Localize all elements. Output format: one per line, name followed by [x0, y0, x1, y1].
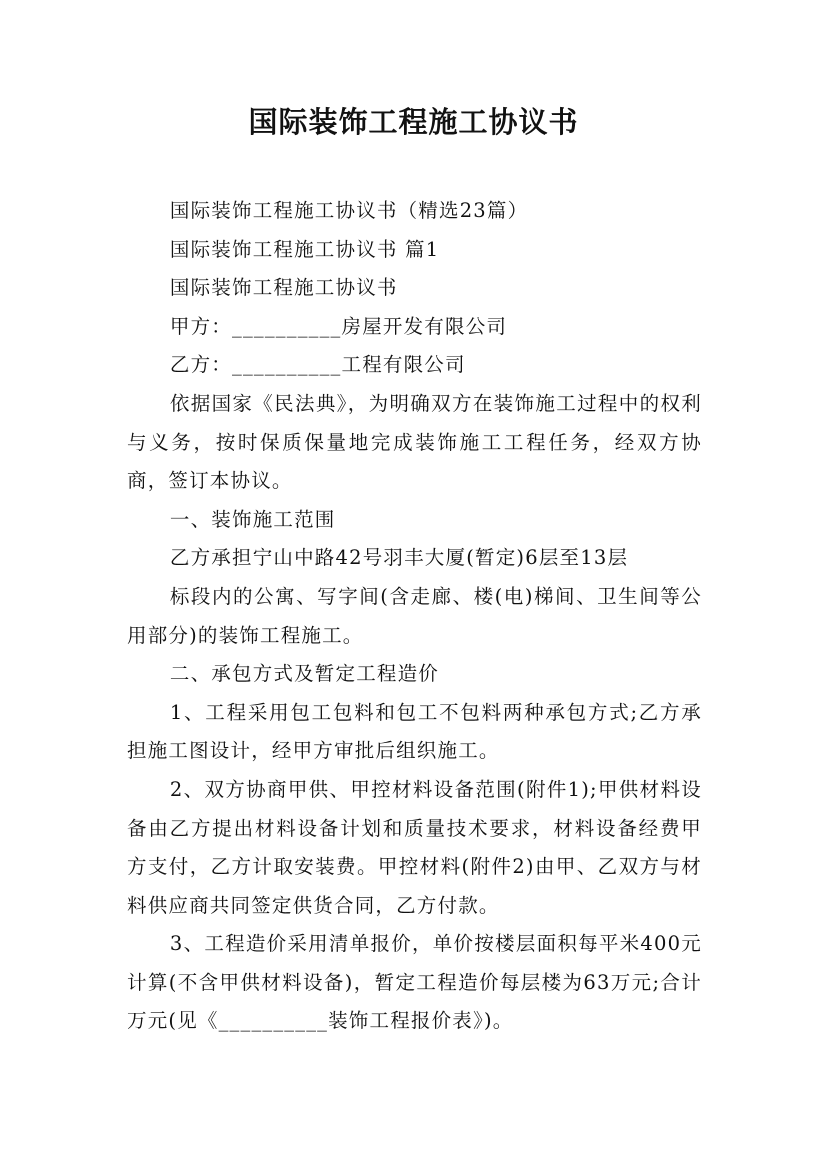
document-body	[127, 192, 702, 1041]
subtitle-line: 国际装饰工程施工协议书（精选23篇）	[169, 199, 529, 222]
doc-name-line: 国际装饰工程施工协议书	[169, 276, 398, 300]
section1-line2: 标段内的公寓、写字间(含走廊、楼(电)梯间、卫生间等公用部分)的装饰工程施工。	[127, 584, 702, 647]
item3-paragraph: 3、工程造价采用清单报价，单价按楼层面积每平米400元计算(不含甲供材料设备)，暂定工程造价每层楼为63万元;合计万元(见《__________装饰工程报价表》)。	[127, 932, 702, 1033]
section1-line1: 乙方承担宁山中路42号羽丰大厦(暂定)6层至13层	[169, 546, 629, 570]
chapter-line: 国际装饰工程施工协议书 篇1	[169, 237, 440, 261]
section2-heading: 二、承包方式及暂定工程造价	[169, 662, 439, 686]
document-title: 国际装饰工程施工协议书	[248, 105, 579, 139]
party-b-line: 乙方：__________工程有限公司	[169, 353, 466, 377]
party-a-line: 甲方：__________房屋开发有限公司	[169, 314, 508, 338]
section1-heading: 一、装饰施工范围	[169, 507, 336, 531]
item1-paragraph: 1、工程采用包工包料和包工不包料两种承包方式;乙方承担施工图设计，经甲方审批后组织施工。	[127, 700, 702, 763]
intro-paragraph: 依据国家《民法典》，为明确双方在装饰施工过程中的权利与义务，按时保质保量地完成装饰施工工程任务，经双方协商，签订本协议。	[127, 391, 702, 493]
item2-paragraph: 2、双方协商甲供、甲控材料设备范围(附件1);甲供材料设备由乙方提出材料设备计划和质量技术要求，材料设备经费甲方支付，乙方计取安装费。甲控材料(附件2)由甲、乙双方与材料供应商共同签定供货合同，乙方付款。	[127, 777, 702, 917]
